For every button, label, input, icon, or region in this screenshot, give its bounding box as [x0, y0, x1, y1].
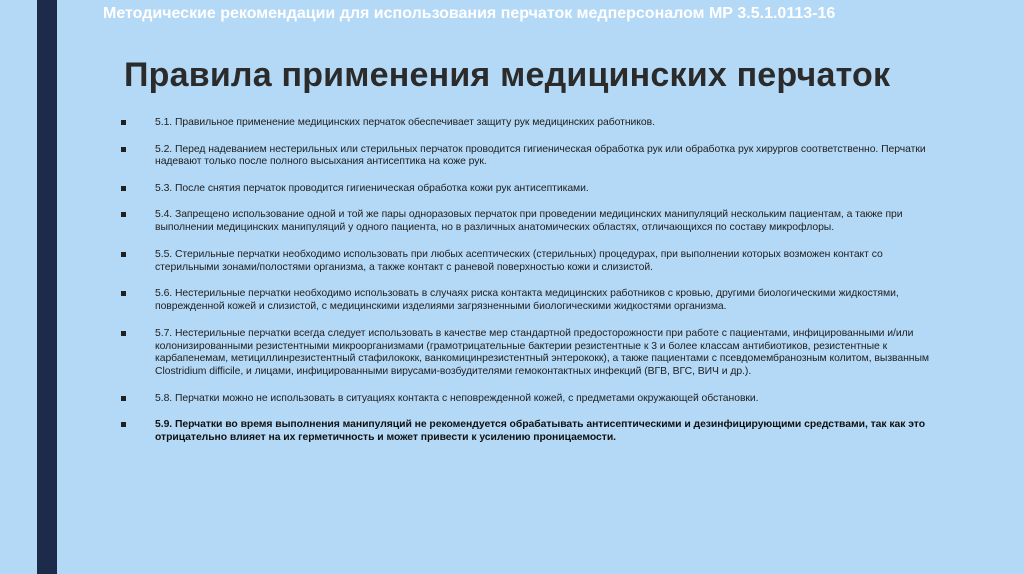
slide-header: Методические рекомендации для использования перчаток медперсоналом МР 3.5.1.0113-16	[103, 5, 836, 22]
slide-title: Правила применения медицинских перчаток	[124, 56, 891, 94]
list-item-text: 5.2. Перед надеванием нестерильных или стерильных перчаток проводится гигиеническая обработка рук или обработка рук хирургов соответственно. Перчатки надевают только после полного высыхания антисептика на коже рук.	[155, 143, 926, 168]
list-item	[121, 249, 933, 275]
list-item-emphasized	[121, 419, 933, 445]
list-item	[121, 328, 933, 380]
list-item	[121, 288, 933, 314]
list-item-text: 5.5. Стерильные перчатки необходимо использовать при любых асептических (стерильных) процедурах, при выполнении которых возможен контакт со стерильными зонами/полостями организма, а также контакт с раневой поверхностью кожи и слизистой.	[155, 248, 883, 273]
list-item-text: 5.3. После снятия перчаток проводится гигиеническая обработка кожи рук антисептиками.	[155, 182, 589, 194]
bullet-icon	[121, 186, 126, 191]
bullet-icon	[121, 147, 126, 152]
list-item-text: 5.9. Перчатки во время выполнения манипуляций не рекомендуется обрабатывать антисептическими и дезинфицирующими средствами, так как это отрицательно влияет на их герметичность и может привести к усилению проницаемости.	[155, 419, 925, 444]
list-item	[121, 393, 933, 406]
list-item	[121, 183, 933, 196]
bullet-icon	[121, 212, 126, 217]
list-item-text: 5.1. Правильное применение медицинских перчаток обеспечивает защиту рук медицинских работников.	[155, 117, 655, 128]
list-item	[121, 117, 933, 130]
list-item	[121, 209, 933, 235]
list-item-text: 5.7. Нестерильные перчатки всегда следует использовать в качестве мер стандартной предосторожности при работе с пациентами, инфицированными и/или колонизированными резистентными микроорганизмами (грамотрицательные бактерии резистентные к 3 и более классам антибиотиков, резистентные к карбапенемам, метициллинрезистентный стафилококк, ванкомицинрезистентный энтерококк), а также пациентами с псевдомембранозным колитом, вызванным Clostridium difficile, и лицами, инфицированными вирусами-возбудителями гемоконтактных инфекций (ВГВ, ВГС, ВИЧ и др.).	[155, 327, 930, 378]
bullet-icon	[121, 120, 126, 125]
list-item-text: 5.4. Запрещено использование одной и той же пары одноразовых перчаток при проведении медицинских манипуляций нескольким пациентам, а также при выполнении медицинских манипуляций у одного пациента, но в различных анатомических областях, отличающихся по составу микрофлоры.	[155, 209, 903, 234]
list-item-text: 5.6. Нестерильные перчатки необходимо использовать в случаях риска контакта медицинских работников с кровью, другими биологическими жидкостями, поврежденной кожей и слизистой, с медицинскими изделиями загрязненными биологическими жидкостями организма.	[155, 288, 899, 313]
bullet-icon	[121, 331, 126, 336]
rules-list	[121, 117, 933, 459]
bullet-icon	[121, 252, 126, 257]
left-accent-bar	[37, 0, 57, 574]
bullet-icon	[121, 396, 126, 401]
list-item	[121, 144, 933, 170]
bullet-icon	[121, 291, 126, 296]
list-item-text: 5.8. Перчатки можно не использовать в ситуациях контакта с неповрежденной кожей, с предметами окружающей обстановки.	[155, 392, 759, 404]
bullet-icon	[121, 422, 126, 427]
